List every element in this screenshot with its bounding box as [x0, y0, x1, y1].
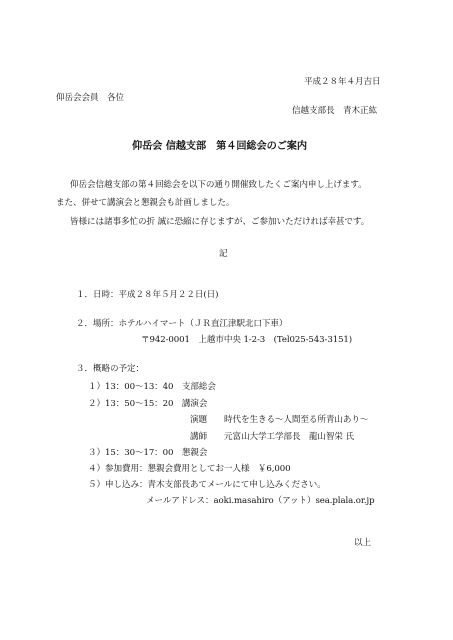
- document-date: 平成２８年４月吉日: [304, 77, 381, 87]
- item-address: 〒942-0001 上越市中央 1-2-3 (Tel025-543-3151): [141, 335, 353, 345]
- lecture-title: 演題 時代を生きる〜人間至る所青山あり〜: [190, 415, 369, 425]
- schedule-item-5: ５）申し込み：青木支部長あてメールにて申し込みください。: [88, 480, 326, 490]
- schedule-item-3: ３）15：30〜17：00 懇親会: [88, 448, 208, 458]
- email-line: メールアドレス：aoki.masahiro（アット）sea.plala.or.jp: [146, 496, 375, 506]
- recipient-line: 仰岳会会員 各位: [56, 93, 124, 103]
- item-outline-heading: ３．概略の予定：: [76, 364, 144, 374]
- item-date: １．日時：平成２８年５月２２日(日): [76, 290, 219, 300]
- item-place: ２．場所：ホテルハイマート（ＪＲ直江津駅北口下車）: [76, 319, 288, 329]
- ki-heading: 記: [219, 249, 228, 259]
- sender-line: 信越支部長 青木正紘: [292, 106, 377, 116]
- schedule-item-2: ２）13：50〜15：20 講演会: [88, 399, 208, 409]
- intro-line-3: 皆様には諸事多忙の折 誠に恐縮に存じますが、ご参加いただければ幸甚です。: [70, 217, 370, 227]
- schedule-item-1: １）13：00〜13：40 支部総会: [88, 382, 216, 392]
- intro-line-2: また、併せて講演会と懇親会も計画しました。: [56, 198, 235, 208]
- document-title: 仰岳会 信越支部 第４回総会のご案内: [132, 140, 307, 152]
- intro-line-1: 仰岳会信越支部の第４回総会を以下の通り開催致したくご案内申し上げます。: [70, 180, 367, 190]
- schedule-item-4: ４）参加費用：懇親会費用としてお一人様 ￥6,000: [88, 464, 291, 474]
- lecturer: 講師 元富山大学工学部長 龍山智栄 氏: [190, 432, 355, 442]
- closing-text: 以上: [354, 538, 371, 548]
